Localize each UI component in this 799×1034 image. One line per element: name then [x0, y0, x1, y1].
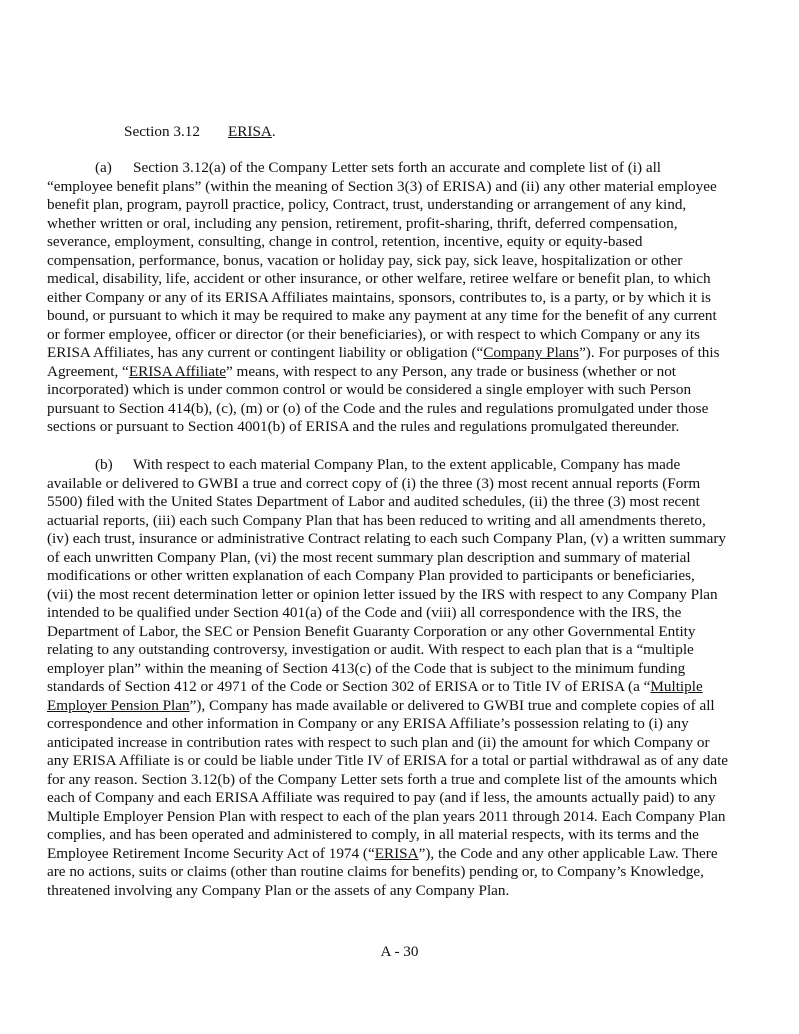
paragraph-line: medical, disability, life, accident or other insurance, or other welfare, retiree welfare or benefit plan, to which [47, 270, 711, 287]
text-run: ”). For purposes of this [579, 344, 720, 361]
section-title: ERISA [228, 123, 272, 140]
paragraph-line: pursuant to Section 414(b), (c), (m) or (o) of the Code and the rules and regulations promulgated under those [47, 399, 709, 417]
paragraph-line: Multiple Employer Pension Plan with respect to each of the plan years 2011 through 2014. Each Company Plan [47, 807, 726, 825]
paragraph-line: whether written or oral, including any pension, retirement, profit-sharing, thrift, deferred compensation, [47, 214, 678, 232]
paragraph-line: (iv) each trust, insurance or administrative Contract relating to each such Company Plan, (v) a written summary [47, 530, 727, 547]
paragraph-line: severance, employment, consulting, change in control, retention, incentive, equity or equity-based [47, 233, 643, 250]
text-run: ERISA Affiliates, has any current or contingent liability or obligation (“ [47, 344, 484, 361]
paragraph-line: “employee benefit plans” (within the meaning of Section 3(3) of ERISA) and (ii) any other material employee [47, 177, 717, 195]
paragraph-a [47, 159, 753, 437]
defined-term-company-plans: Company Plans [483, 344, 580, 361]
paragraph-line: correspondence and other information in Company or any ERISA Affiliate’s possession relating to (i) any [47, 715, 689, 732]
paragraph-line: are no actions, suits or claims (other than routine claims for benefits) pending or, to Company’s Knowledge, [47, 863, 704, 880]
paragraph-line: 5500) filed with the United States Department of Labor and audited schedules, (ii) the three (3) most recent [47, 493, 700, 510]
paragraph-line: actuarial reports, (iii) each such Company Plan that has been reduced to writing and all amendments thereto, [47, 511, 706, 529]
paragraph-b [47, 456, 753, 900]
section-number: Section 3.12 [124, 123, 200, 140]
section-heading [124, 123, 276, 141]
paragraph-line: any ERISA Affiliate is or could be liable under Title IV of ERISA for a total or partial withdrawal as of any date [47, 752, 729, 769]
text-run: standards of Section 412 or 4971 of the Code or Section 302 of ERISA or to Title IV of ERISA (a “ [47, 678, 651, 695]
paragraph-line [47, 344, 753, 363]
section-title-period: . [271, 123, 276, 140]
paragraph-line: threatened involving any Company Plan or the assets of any Company Plan. [47, 881, 510, 899]
text-run: ”), Company has made available or delivered to GWBI true and complete copies of all [189, 696, 715, 714]
paragraph-line [47, 363, 753, 382]
defined-term-erisa-affiliate: ERISA Affiliate [128, 362, 226, 380]
paragraph-line: incorporated) which is under common control or would be considered a single employer with such Person [47, 381, 692, 398]
paragraph-line: available or delivered to GWBI a true and correct copy of (i) the three (3) most recent annual reports (Form [47, 474, 701, 492]
paragraph-label: (a) [95, 159, 112, 176]
paragraph-line: for any reason. Section 3.12(b) of the Company Letter sets forth a true and complete list of the amounts which [47, 770, 718, 788]
paragraph-line [47, 697, 753, 716]
paragraph-line: (vii) the most recent determination letter or opinion letter issued by the IRS with respect to any Company Plan [47, 585, 718, 603]
paragraph-line: employer plan” within the meaning of Section 413(c) of the Code that is subject to the minimum funding [47, 659, 686, 677]
paragraph-line: Department of Labor, the SEC or Pension Benefit Guaranty Corporation or any other Governmental Entity [47, 622, 696, 640]
defined-term-multiple-employer-pension-plan: Employer Pension Plan [47, 696, 190, 714]
paragraph-text: Section 3.12(a) of the Company Letter sets forth an accurate and complete list of (i) all [133, 159, 662, 176]
paragraph-line: each of Company and each ERISA Affiliate was required to pay (and if less, the amounts actually paid) to any [47, 789, 716, 806]
paragraph-line [47, 678, 753, 697]
paragraph-line: either Company or any of its ERISA Affiliates maintains, sponsors, contributes to, is a party, or by which it is [47, 288, 711, 306]
defined-term-multiple-employer-pension-plan: Multiple [650, 678, 703, 695]
text-run: Employee Retirement Income Security Act of 1974 (“ [47, 844, 375, 862]
paragraph-line: modifications or other written explanation of each Company Plan provided to participants or beneficiaries, [47, 567, 695, 584]
text-run: ” means, with respect to any Person, any trade or business (whether or not [225, 362, 677, 380]
paragraph-line: relating to any outstanding controversy, investigation or audit. With respect to each plan that is a “multiple [47, 641, 694, 658]
paragraph-text: With respect to each material Company Plan, to the extent applicable, Company has made [133, 456, 681, 473]
paragraph-line: of each unwritten Company Plan, (vi) the most recent summary plan description and summary of material [47, 548, 691, 566]
paragraph-line: complies, and has been operated and administered to comply, in all material respects, with its terms and the [47, 826, 699, 843]
paragraph-label: (b) [95, 456, 113, 473]
page-number: A - 30 [380, 943, 419, 960]
paragraph-line: benefit plan, program, payroll practice, policy, Contract, trust, understanding or arrangement of any kind, [47, 196, 687, 213]
defined-term-erisa: ERISA [374, 844, 419, 862]
paragraph-line [47, 159, 753, 178]
paragraph-line [47, 845, 753, 864]
paragraph-line: anticipated increase in contribution rates with respect to such plan and (ii) the amount for which Company or [47, 733, 710, 751]
paragraph-line: or former employee, officer or director (or their beneficiaries), or with respect to which Company or any its [47, 325, 700, 343]
text-run: ”), the Code and any other applicable Law. There [418, 844, 718, 862]
paragraph-line: sections or pursuant to Section 4001(b) of ERISA and the rules and regulations promulgated thereunder. [47, 418, 680, 435]
paragraph-line: bound, or pursuant to which it may be required to make any payment at any time for the benefit of any current [47, 307, 717, 324]
paragraph-line [47, 456, 753, 475]
paragraph-line: compensation, performance, bonus, vacation or holiday pay, sick pay, sick leave, hospitalization or other [47, 251, 683, 269]
paragraph-line: intended to be qualified under Section 401(a) of the Code and (viii) all correspondence with the IRS, the [47, 604, 682, 621]
text-run: Agreement, “ [47, 362, 129, 380]
